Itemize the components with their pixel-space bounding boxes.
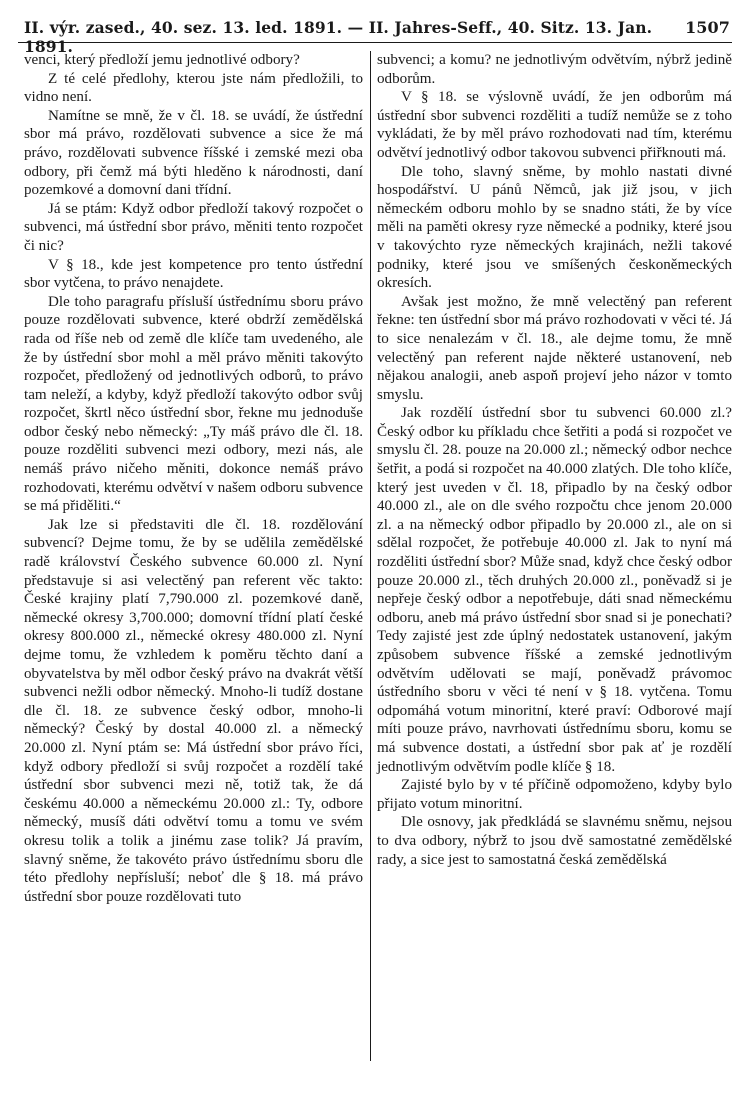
paragraph: V § 18. se výslovně uvádí, že jen odborům má ústřední sbor subvenci rozděliti a tudíž nemůže se z toho vykládati, že by měl právo rozhodovati nad tím, kterému odvětví jednotlivý odbor takovou subvenci přiřknouti má. — [377, 89, 732, 161]
left-column — [18, 51, 370, 906]
paragraph: Dle osnovy, jak předkládá se slavnému sněmu, nejsou to dva odbory, nýbrž to jsou dvě samostatné zemědělské rady, a sice jest to samostatná česká zemědělská — [377, 814, 732, 868]
paragraph: Dle toho paragrafu přísluší ústřednímu sboru právo pouze rozdělovati subvence, které obdrží zemědělská rada od říše neb od země dle klíče tam uvedeného, ale že by ústřední sbor mohl a měl právo měniti takovýto rozpočet, předložený od jednotlivých odborů, to právo tam neleží, a kdyby, když předloží takovýto odbor svůj rozpočet, škrtl něco ústřední sbor, řekne mu jednoduše odbor český nebo německý: „Ty máš právo dle čl. 18. pouze rozděliti subvenci mezi odbory, mezi nás, ale nemáš právo ničeho měniti, dokonce nemáš právo rozhodovati, kterému odvětví v našem odboru subvence se má přiděliti.“ — [24, 293, 363, 515]
running-header — [18, 18, 732, 56]
paragraph: Zajisté bylo by v té příčině odpomoženo, kdyby bylo přijato votum minoritní. — [377, 777, 732, 812]
paragraph: Já se ptám: Když odbor předloží takový rozpočet o subvenci, má ústřední sbor právo, měniti tento rozpočet či nic? — [24, 200, 363, 254]
right-column — [370, 51, 732, 906]
paragraph: Avšak jest možno, že mně velectěný pan referent řekne: ten ústřední sbor má právo rozhodovati v věci té. Já to sice nenalezám v čl. 18., ale dejme tomu, že mně velectěný pan referent najde některé ustanovení, neb nějakou analogii, aneb aspoň projeví jeho názor v tomto smyslu. — [377, 293, 732, 403]
paragraph: V § 18., kde jest kompetence pro tento ústřední sbor vytčena, to právo nenajdete. — [24, 256, 363, 292]
paragraph: Jak lze si představiti dle čl. 18. rozdělování subvencí? Dejme tomu, že by se udělila zemědělské radě království Českého subvence 60.000 zl. Nyní představuje si asi velectěný pan referent věc takto: České krajiny platí 7,790.000 zl. pozemkové daně, německé okresy 3,700.000; domovní třídní platí české okresy 800.000 zl., německé okresy 480.000 zl. Nyní dejme tomu, že vzhledem k poměru těchto daní a obyvatelstva by měl odbor český právo na dvakrát větší subvenci nežli odbor německý. Mnoho-li tudíž dostane dle čl. 18. ze subvence český odbor, mnoho-li německý? Český by dostal 40.000 zl. a německý 20.000 zl. Nyní ptám se: Má ústřední sbor právo říci, když odbory předloží si svůj rozpočet a rozdělí také ústřední sbor subvenci mezi ně, totiž tak, že dá českému 40.000 a německému 20.000 zl.: Ty, odbore německý, musíš dáti odvětví tomu a tomu ve svém okresu tolik a tolik a jinému zase tolik? Já pravím, slavný sněme, že takovéto právo ústřednímu sboru dle této předlohy nepřísluší; neboť dle § 18. má právo ústřední sbor pouze rozdělovati tuto — [24, 516, 363, 905]
header-german: II. Jahres-Seff., 40. Sitz. 13. Jan. 1891. — [24, 18, 653, 56]
paragraph: Namítne se mně, že v čl. 18. se uvádí, že ústřední sbor má právo, rozdělovati subvence a sice že má právo, rozdělovati subvence říšské i zemské mezi oba odbory, při čemž má býti hleděno k národnosti, daní pozemkové a domovní dani třídní. — [24, 107, 363, 199]
two-column-body — [18, 51, 732, 906]
page-number: 1507 — [685, 18, 730, 37]
header-czech: II. výr. zased., 40. sez. 13. led. 1891. — [24, 18, 343, 37]
header-dash: — — [347, 18, 364, 37]
paragraph: Dle toho, slavný sněme, by mohlo nastati divné hospodářství. U pánů Němců, jak již jsou, v jich německém odboru mohlo by se snadno státi, že by více měli na paměti okresy ryze německé a podniky, které jsou v takovýchto ryze německých krajinách, nežli takové podniky, které jsou ve smíšených českoněmeckých okresích. — [377, 163, 732, 292]
page — [18, 18, 732, 1078]
paragraph: venci, který předloží jemu jednotlivé odbory? — [24, 52, 300, 68]
column-divider — [370, 51, 371, 1061]
paragraph: Jak rozdělí ústřední sbor tu subvenci 60.000 zl.? Český odbor ku příkladu chce šetřiti a podá si rozpočet ve smyslu čl. 28. pouze na 20.000 zl.; německý odbor nechce šetřit, a podá si rozpočet na 40.000 zlatých. Dle toho klíče, který jest uveden v čl. 18, připadlo by na český odbor 40.000 zl., ale on dle svého rozpočtu chce jenom 20.000 zl. a na německý odbor připadlo by 20.000 zl., ale on si sdělal rozpočet, že potřebuje 40.000 zl. Jak to nyní má rozděliti ústřední sbor? Může snad, když chce český odbor pouze 20.000 zl., těch druhých 20.000 zl., poněvadž si je nepřeje český odbor a nepotřebuje, dáti snad německému odboru, aneb má právo ústřední sbor snad si je ponechati? Tedy zajisté jest zde úplný nedostatek ustanovení, jakým způsobem subvence říšské a zemské jednotlivým odvětvím udělovati se mají, poněvadž právomoc ústředního sboru v věci té není v § 18. vytčena. Tomu odpomáhá votum minoritní, které praví: Odborové mají míti pouze právo, navrhovati ústřednímu sboru, komu se má subvence dostati, a ústřední sbor pak ať je rozdělí jednotlivým odvětvím podle klíče § 18. — [377, 405, 732, 775]
paragraph: Z té celé předlohy, kterou jste nám předložili, to vidno není. — [24, 70, 363, 106]
paragraph: subvenci; a komu? ne jednotlivým odvětvím, nýbrž jedině odborům. — [377, 52, 732, 87]
